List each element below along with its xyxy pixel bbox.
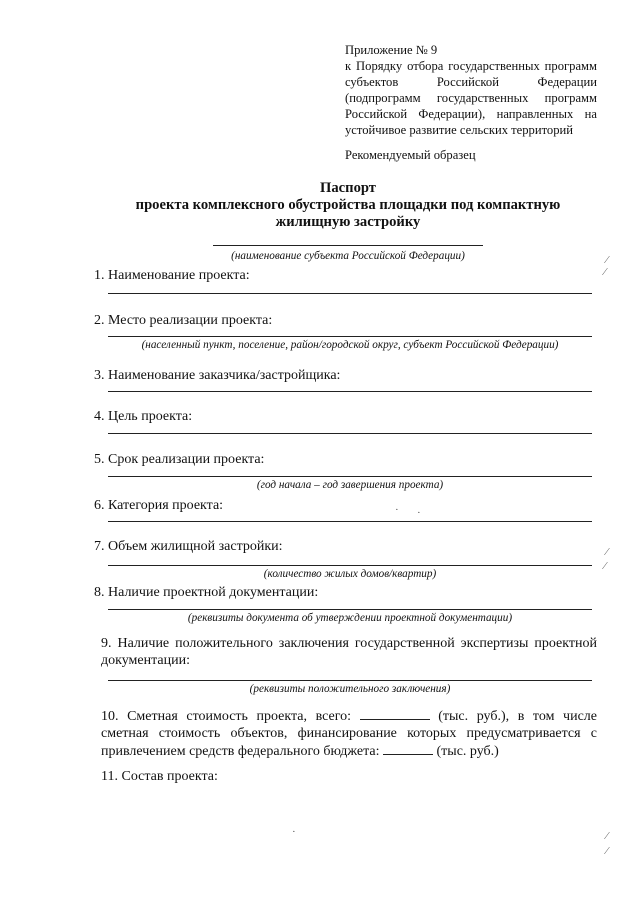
field-6-label: 6. Категория проекта:	[94, 498, 224, 513]
scan-mark: ⁄	[606, 254, 608, 266]
field-7-line	[108, 565, 592, 566]
field-10-part-3: (тыс. руб.)	[436, 744, 499, 759]
field-5-label: 5. Срок реализации проекта:	[94, 452, 265, 467]
subject-caption: (наименование субъекта Российской Федерации)	[231, 250, 465, 262]
title-line-2: проекта комплексного обустройства площадки под компактную	[135, 197, 561, 213]
field-9-line	[108, 680, 592, 681]
field-5-line	[108, 476, 592, 477]
field-9-label: 9. Наличие положительного заключения государственной экспертизы проектной документации:	[101, 636, 597, 668]
document-title	[100, 180, 596, 231]
total-cost-blank	[360, 707, 430, 720]
field-7-label: 7. Объем жилищной застройки:	[94, 539, 283, 554]
field-10-text	[101, 707, 597, 761]
subject-name-line	[213, 245, 483, 246]
scan-mark: ·	[292, 826, 296, 838]
field-7-caption: (количество жилых домов/квартир)	[263, 568, 437, 580]
field-4-label: 4. Цель проекта:	[94, 409, 193, 424]
appendix-note	[345, 42, 597, 138]
appendix-title: Приложение № 9	[345, 43, 438, 57]
scan-mark: ⁄	[606, 845, 608, 857]
field-4-line	[108, 433, 592, 434]
field-2-caption: (населенный пункт, поселение, район/городской округ, субъект Российской Федерации)	[141, 339, 559, 351]
scan-mark: ⁄	[604, 266, 606, 278]
scan-mark: ·	[395, 504, 399, 516]
title-line-1: Паспорт	[320, 180, 376, 196]
appendix-text: к Порядку отбора государственных программ субъектов Российской Федерации (подпрограмм государственных программ Российской Федерации), направленных на устойчивое развитие сельских территорий	[345, 59, 597, 137]
field-1-label: 1. Наименование проекта:	[94, 268, 250, 283]
federal-cost-blank	[383, 742, 433, 755]
field-5-caption: (год начала – год завершения проекта)	[256, 479, 444, 491]
field-8-caption: (реквизиты документа об утверждении проектной документации)	[187, 612, 513, 624]
field-11-label: 11. Состав проекта:	[101, 769, 218, 784]
field-10-part-2: (тыс. руб.), в том числе сметная стоимость объектов, финансирование которых предусматривается с привлечением средств федерального бюджета:	[101, 709, 597, 759]
field-1-line	[108, 293, 592, 294]
field-6-line	[108, 521, 592, 522]
scan-mark: ·	[417, 507, 421, 519]
field-9-caption: (реквизиты положительного заключения)	[249, 683, 451, 695]
scan-mark: ⁄	[606, 546, 608, 558]
field-3-label: 3. Наименование заказчика/застройщика:	[94, 368, 341, 383]
field-3-line	[108, 391, 592, 392]
field-8-line	[108, 609, 592, 610]
field-2-label: 2. Место реализации проекта:	[94, 313, 273, 328]
scan-mark: ⁄	[604, 560, 606, 572]
sample-label: Рекомендуемый образец	[345, 148, 476, 162]
scan-mark: ⁄	[606, 830, 608, 842]
field-10-part-1: 10. Сметная стоимость проекта, всего:	[101, 709, 352, 724]
field-8-label: 8. Наличие проектной документации:	[94, 585, 319, 600]
title-line-3: жилищную застройку	[275, 214, 421, 230]
field-2-line	[108, 336, 592, 337]
